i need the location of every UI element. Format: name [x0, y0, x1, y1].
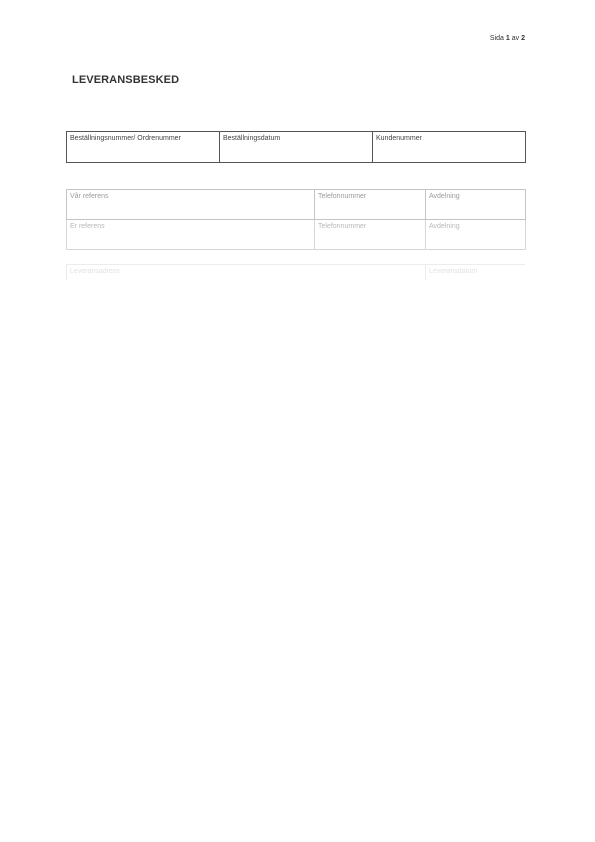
customer-number-field[interactable]: Kundenummer — [373, 132, 526, 163]
page-number-separator: av — [511, 35, 520, 42]
page-number-total: 2 — [521, 35, 525, 42]
delivery-address-field[interactable]: Leveransadress — [67, 265, 426, 281]
our-reference-field[interactable]: Vår referens — [67, 190, 315, 220]
delivery-row — [67, 265, 526, 281]
our-department-field[interactable]: Avdelning — [426, 190, 526, 220]
order-info-row — [67, 132, 526, 163]
page-number-prefix: Sida — [489, 35, 504, 42]
your-reference-field[interactable]: Er referens — [67, 220, 315, 250]
your-phone-field[interactable]: Telefonnummer — [315, 220, 426, 250]
our-phone-field[interactable]: Telefonnummer — [315, 190, 426, 220]
your-department-field[interactable]: Avdelning — [426, 220, 526, 250]
your-reference-row — [67, 220, 526, 250]
delivery-date-field[interactable]: Leveransdatum — [426, 265, 526, 281]
faded-delivery-row — [66, 264, 525, 280]
page-number — [490, 35, 525, 42]
delivery-table — [66, 264, 525, 280]
order-date-field[interactable]: Beställningsdatum — [220, 132, 373, 163]
order-number-field[interactable]: Beställningsnummer/ Ordrenummer — [67, 132, 220, 163]
page-number-current: 1 — [505, 35, 510, 42]
reference-table — [66, 189, 526, 250]
order-info-table — [66, 131, 526, 163]
our-reference-row — [67, 190, 526, 220]
document-title: LEVERANSBESKED — [72, 74, 180, 86]
